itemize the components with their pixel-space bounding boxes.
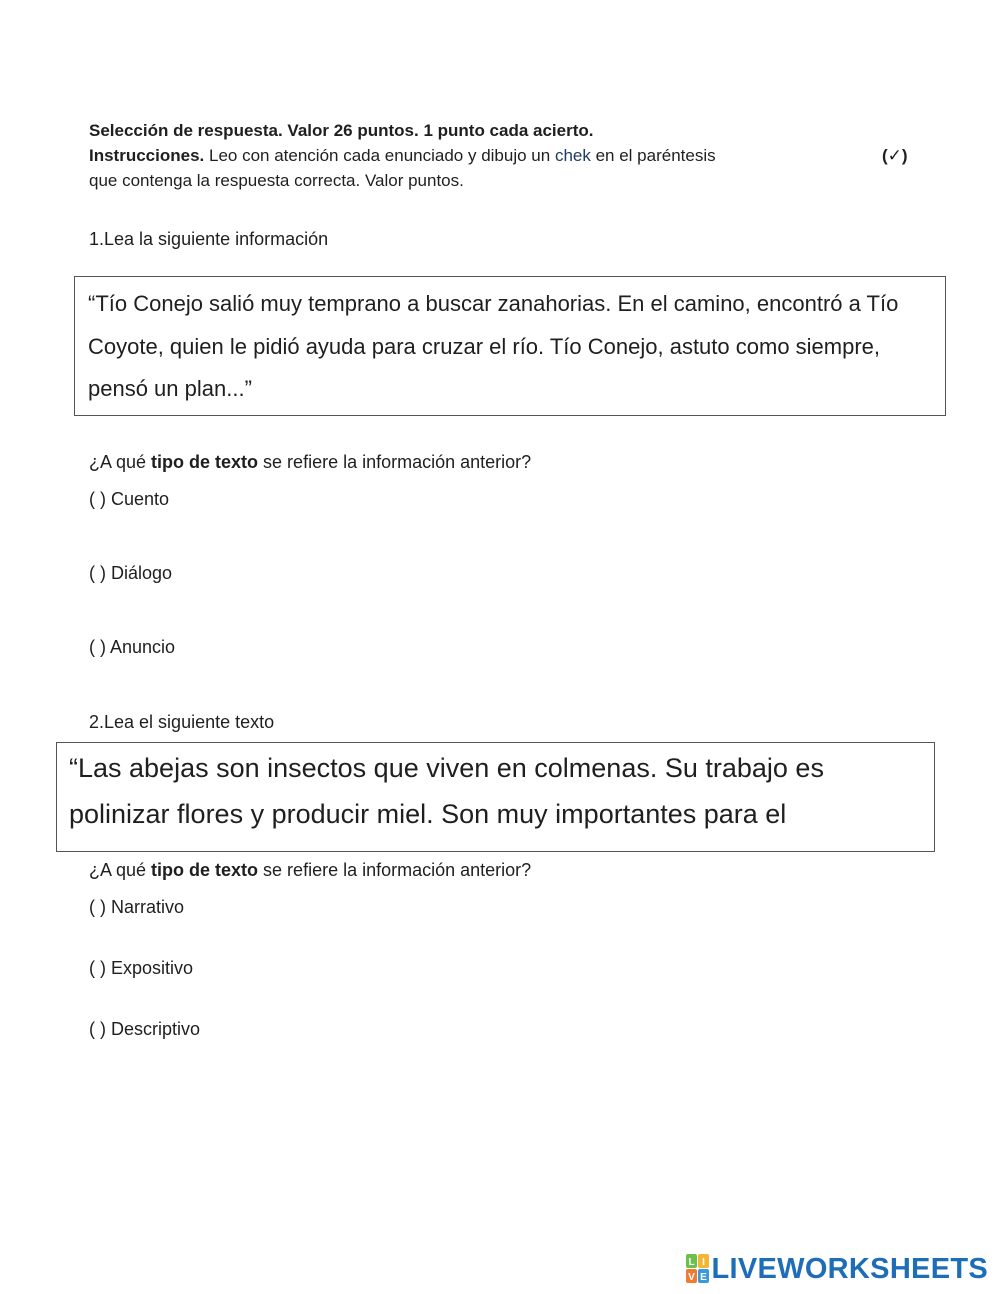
page-title: Selección de respuesta. Valor 26 puntos. 1 punto cada acierto. bbox=[89, 121, 594, 140]
question-1-passage-box bbox=[74, 276, 946, 416]
question-2-option-descriptivo[interactable]: ( ) Descriptivo bbox=[89, 1019, 201, 1039]
question-2-label: 2.Lea el siguiente texto bbox=[89, 712, 275, 732]
question-2-prompt-pre: ¿A qué bbox=[89, 860, 152, 880]
question-2-prompt bbox=[89, 860, 531, 881]
instructions-label: Instrucciones. bbox=[89, 146, 205, 165]
question-1-option-cuento[interactable]: ( ) Cuento bbox=[89, 489, 170, 509]
badge-letter-v: V bbox=[687, 1272, 695, 1283]
instructions-line-2: que contenga la respuesta correcta. Valor puntos. bbox=[89, 171, 464, 190]
liveworksheets-logo-text: LIVEWORKSHEETS bbox=[711, 1252, 988, 1285]
question-2-prompt-bold: tipo de texto bbox=[151, 860, 259, 880]
instructions bbox=[89, 144, 919, 168]
question-1-label: 1.Lea la siguiente información bbox=[89, 229, 329, 249]
question-1-prompt bbox=[89, 452, 531, 473]
instructions-text-1: Leo con atención cada enunciado y dibujo un bbox=[204, 146, 555, 165]
liveworksheets-badge-icon bbox=[686, 1254, 710, 1284]
question-2-passage-box bbox=[56, 742, 935, 852]
question-2-option-narrativo[interactable]: ( ) Narrativo bbox=[89, 897, 185, 917]
question-1-prompt-pre: ¿A qué bbox=[89, 452, 152, 472]
question-1-option-dialogo[interactable]: ( ) Diálogo bbox=[89, 563, 173, 583]
question-1-prompt-post: se refiere la información anterior? bbox=[258, 452, 532, 472]
badge-letter-l: L bbox=[687, 1257, 695, 1268]
instructions-chek: chek bbox=[554, 146, 591, 165]
badge-letter-e: E bbox=[699, 1272, 707, 1283]
question-2-passage: “Las abejas son insectos que viven en colmenas. Su trabajo es polinizar flores y producir miel. Son muy importantes para el bbox=[69, 753, 824, 829]
question-2-prompt-post: se refiere la información anterior? bbox=[258, 860, 532, 880]
instructions-text-2: en el paréntesis bbox=[590, 146, 716, 165]
question-1-option-anuncio[interactable]: ( ) Anuncio bbox=[89, 637, 176, 657]
question-1-prompt-bold: tipo de texto bbox=[151, 452, 259, 472]
question-1-passage: “Tío Conejo salió muy temprano a buscar zanahorias. En el camino, encontró a Tío Coyote, quien le pidió ayuda para cruzar el río. Tío Conejo, astuto como siempre, pensó un plan...” bbox=[88, 291, 899, 401]
badge-letter-i: I bbox=[701, 1257, 705, 1268]
question-2-option-expositivo[interactable]: ( ) Expositivo bbox=[89, 958, 194, 978]
liveworksheets-logo bbox=[686, 1252, 989, 1286]
check-symbol: (✓) bbox=[882, 146, 908, 165]
